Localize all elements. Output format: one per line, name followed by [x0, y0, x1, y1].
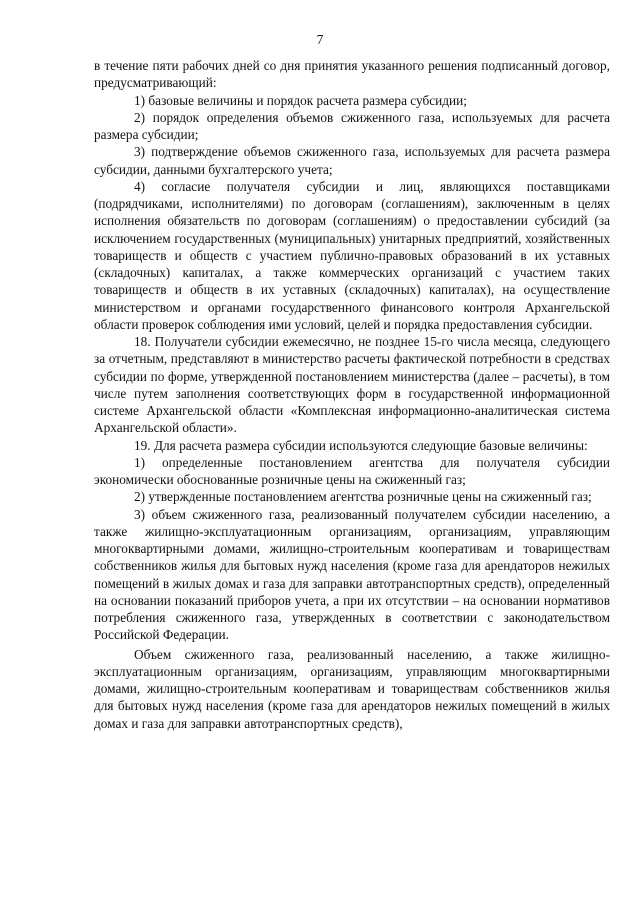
- paragraph: 19. Для расчета размера субсидии используются следующие базовые величины:: [134, 437, 588, 453]
- page-number: 7: [316, 32, 324, 47]
- paragraph: 1) базовые величины и порядок расчета размера субсидии;: [134, 92, 467, 108]
- document-body: [94, 57, 610, 732]
- paragraph: 2) утвержденные постановлением агентства розничные цены на сжиженный газ;: [134, 489, 592, 505]
- paragraph: 18. Получатели субсидии ежемесячно, не позднее 15-го числа месяца, следующего за отчетным, представляют в министерство расчеты фактической потребности в средствах субсидии по форме, утвержденной постановлением министерства (далее – расчеты), в том числе путем заполнения соответствующих форм в государственной информационной системе Архангельской области «Комплексная информационно-аналитическая система Архангельской области».: [94, 334, 610, 436]
- paragraph: 3) подтверждение объемов сжиженного газа, используемых для расчета размера субсидии, данными бухгалтерского учета;: [94, 144, 610, 177]
- paragraph: 2) порядок определения объемов сжиженного газа, используемых для расчета размера субсидии;: [94, 109, 610, 142]
- paragraph: в течение пяти рабочих дней со дня принятия указанного решения подписанный договор, предусматривающий:: [94, 58, 610, 91]
- paragraph: 4) согласие получателя субсидии и лиц, являющихся поставщиками (подрядчиками, исполнителями) по договорам (соглашениям), заключенным в целях исполнения обязательств по договорам (соглашениям) о предоставлении субсидий (за исключением государственных (муниципальных) унитарных предприятий, хозяйственных товариществ и обществ с участием публично-правовых образований в их уставных (складочных) капиталах, а также коммерческих организаций с участием таких товариществ и обществ в их уставных (складочных) капиталах), на осуществление министерством и органами государственного финансового контроля Архангельской области проверок соблюдения ими условий, целей и порядка предоставления субсидии.: [94, 178, 610, 332]
- paragraph: 1) определенные постановлением агентства для получателя субсидии экономически обоснованные розничные цены на сжиженный газ;: [94, 454, 610, 487]
- paragraph: Объем сжиженного газа, реализованный населению, а также жилищно-эксплуатационным организациям, организациям, управляющим многоквартирными домами, жилищно-строительным кооперативам и товариществам собственников жилья для бытовых нужд населения (кроме газа для арендаторов нежилых помещений в жилых домах и газа для заправки автотранспортных средств),: [94, 646, 610, 731]
- paragraph: 3) объем сжиженного газа, реализованный получателем субсидии населению, а также жилищно-эксплуатационным организациям, организациям, управляющим многоквартирными домами, жилищно-строительным кооперативам и товариществам собственников жилья для бытовых нужд населения (кроме газа для арендаторов нежилых помещений в жилых домах и газа для заправки автотранспортных средств), определенный на основании показаний приборов учета, а при их отсутствии – на основании нормативов потребления сжиженного газа, утвержденных в соответствии с законодательством Российской Федерации.: [94, 506, 610, 643]
